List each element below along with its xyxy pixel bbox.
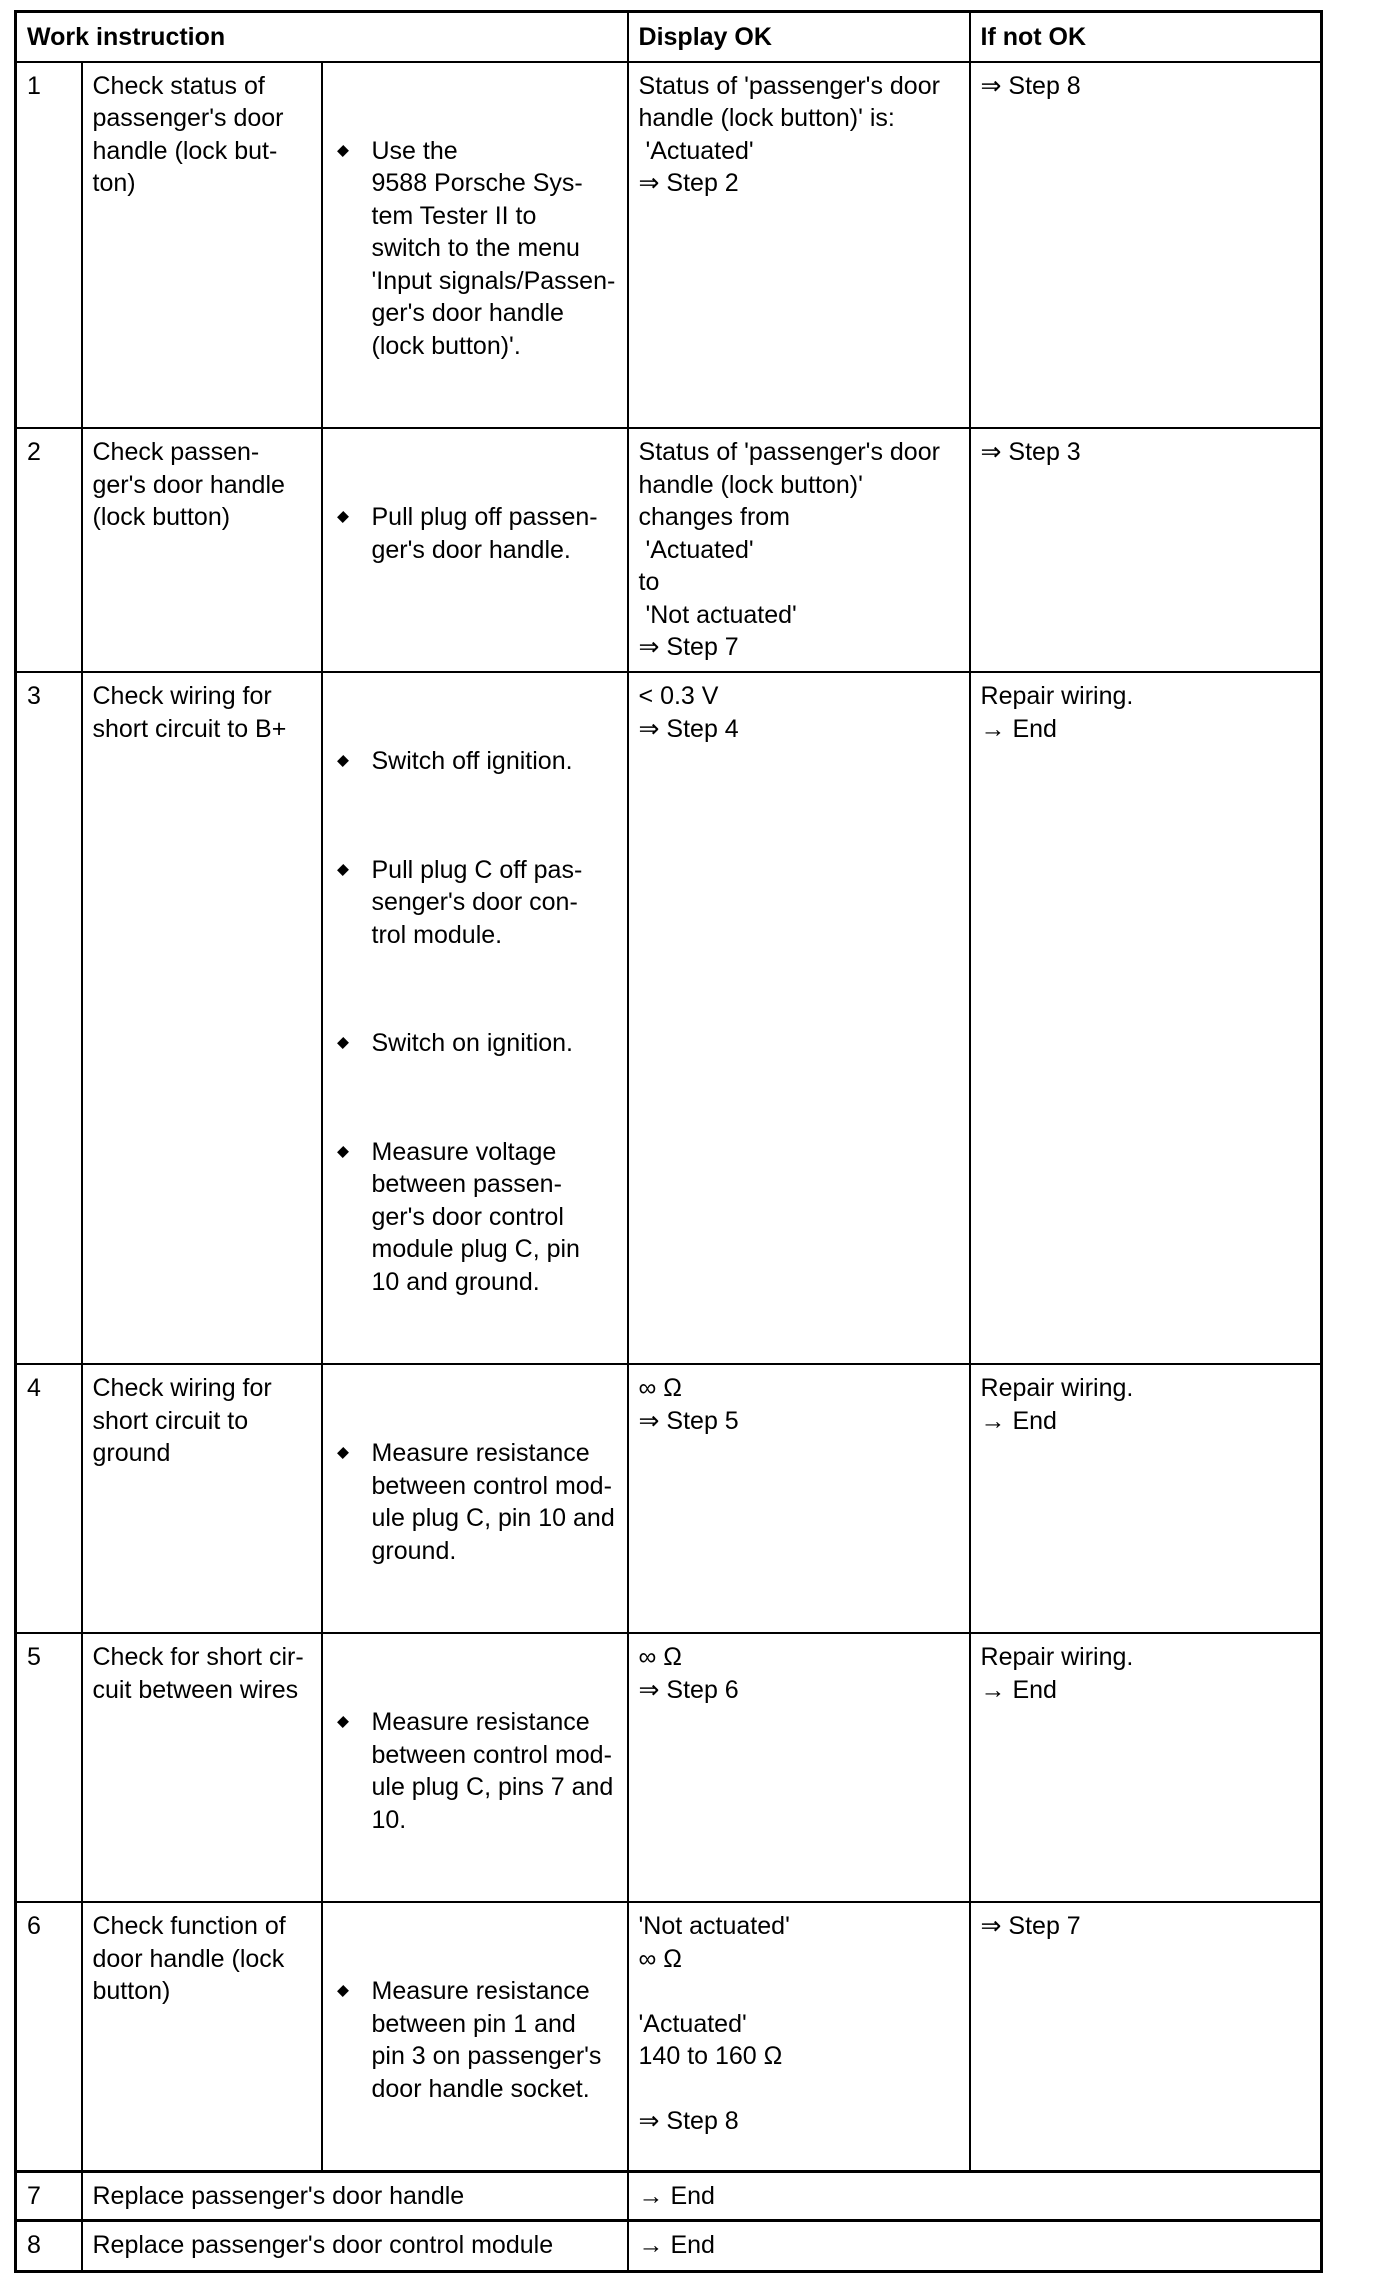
check-description: Check for short cir- cuit between wires [82, 1633, 322, 1902]
step-row [16, 1633, 1322, 1902]
action-description: Replace passenger's door control module [82, 2221, 628, 2272]
diamond-bullet-icon [337, 1037, 349, 1049]
if-not-ok-result: ⇒ Step 3 [970, 428, 1322, 672]
diamond-bullet-icon [337, 1985, 349, 1997]
instruction-list [322, 428, 628, 672]
step-number: 4 [16, 1364, 82, 1633]
if-not-ok-result: ⇒ Step 7 [970, 1902, 1322, 2172]
instruction-item [333, 745, 617, 778]
diamond-bullet-icon [337, 1716, 349, 1728]
step-row [16, 1364, 1322, 1633]
instruction-item [333, 1975, 617, 2105]
instruction-text: Measure voltage between passen- ger's door control module plug C, pin 10 and ground. [371, 1137, 580, 1296]
diamond-bullet-icon [337, 145, 349, 157]
if-not-ok-result: Repair wiring. → End [970, 1633, 1322, 1902]
instruction-list [322, 672, 628, 1364]
step-number: 3 [16, 672, 82, 1364]
header-work-instruction: Work instruction [16, 12, 628, 62]
step-number: 6 [16, 1902, 82, 2172]
instruction-item [333, 1437, 617, 1567]
instruction-text: Use the 9588 Porsche Sys- tem Tester II to switch to the menu 'Input signals/Passen- ger's door handle (lock button)'. [371, 136, 616, 360]
step-row [16, 2221, 1322, 2272]
instruction-text: Switch on ignition. [371, 1029, 574, 1057]
diamond-bullet-icon [337, 511, 349, 523]
display-ok-result: ∞ Ω ⇒ Step 5 [628, 1364, 970, 1633]
instruction-text: Pull plug C off pas- senger's door con- trol module. [371, 855, 583, 949]
step-number: 8 [16, 2221, 82, 2272]
instruction-item [333, 1706, 617, 1836]
instruction-list [322, 1364, 628, 1633]
check-description: Check wiring for short circuit to ground [82, 1364, 322, 1633]
display-ok-result: < 0.3 V ⇒ Step 4 [628, 672, 970, 1364]
check-description: Check wiring for short circuit to B+ [82, 672, 322, 1364]
diamond-bullet-icon [337, 755, 349, 767]
instruction-item [333, 1027, 617, 1060]
display-ok-result: ∞ Ω ⇒ Step 6 [628, 1633, 970, 1902]
step-row [16, 428, 1322, 672]
check-description: Check function of door handle (lock button) [82, 1902, 322, 2172]
work-instruction-table [14, 10, 1323, 2273]
step-number: 2 [16, 428, 82, 672]
action-description: Replace passenger's door handle [82, 2172, 628, 2221]
step-number: 5 [16, 1633, 82, 1902]
if-not-ok-result: Repair wiring. → End [970, 1364, 1322, 1633]
instruction-item [333, 854, 617, 952]
step-row [16, 672, 1322, 1364]
action-result: → End [628, 2221, 1322, 2272]
instruction-item [333, 501, 617, 566]
display-ok-result: Status of 'passenger's door handle (lock button)' is: 'Actuated' ⇒ Step 2 [628, 62, 970, 429]
action-result: → End [628, 2172, 1322, 2221]
header-if-not-ok: If not OK [970, 12, 1322, 62]
instruction-text: Measure resistance between control mod- ule plug C, pin 10 and ground. [371, 1439, 615, 1565]
instruction-list [322, 1633, 628, 1902]
display-ok-result: 'Not actuated' ∞ Ω 'Actuated' 140 to 160 Ω ⇒ Step 8 [628, 1902, 970, 2172]
if-not-ok-result: ⇒ Step 8 [970, 62, 1322, 429]
instruction-text: Measure resistance between pin 1 and pin 3 on passenger's door handle socket. [371, 1977, 602, 2103]
table-header-row [16, 12, 1322, 62]
diamond-bullet-icon [337, 1447, 349, 1459]
instruction-item [333, 135, 617, 363]
header-display-ok: Display OK [628, 12, 970, 62]
if-not-ok-result: Repair wiring. → End [970, 672, 1322, 1364]
instruction-item [333, 1136, 617, 1299]
step-row [16, 62, 1322, 429]
instruction-list [322, 1902, 628, 2172]
diamond-bullet-icon [337, 1146, 349, 1158]
instruction-text: Pull plug off passen- ger's door handle. [371, 503, 598, 564]
display-ok-result: Status of 'passenger's door handle (lock button)' changes from 'Actuated' to 'Not actuated' ⇒ Step 7 [628, 428, 970, 672]
diamond-bullet-icon [337, 864, 349, 876]
instruction-text: Measure resistance between control mod- ule plug C, pins 7 and 10. [371, 1708, 614, 1834]
step-number: 7 [16, 2172, 82, 2221]
check-description: Check passen- ger's door handle (lock button) [82, 428, 322, 672]
instruction-list [322, 62, 628, 429]
instruction-text: Switch off ignition. [371, 747, 573, 775]
step-number: 1 [16, 62, 82, 429]
step-row [16, 2172, 1322, 2221]
check-description: Check status of passenger's door handle (lock but- ton) [82, 62, 322, 429]
step-row [16, 1902, 1322, 2172]
